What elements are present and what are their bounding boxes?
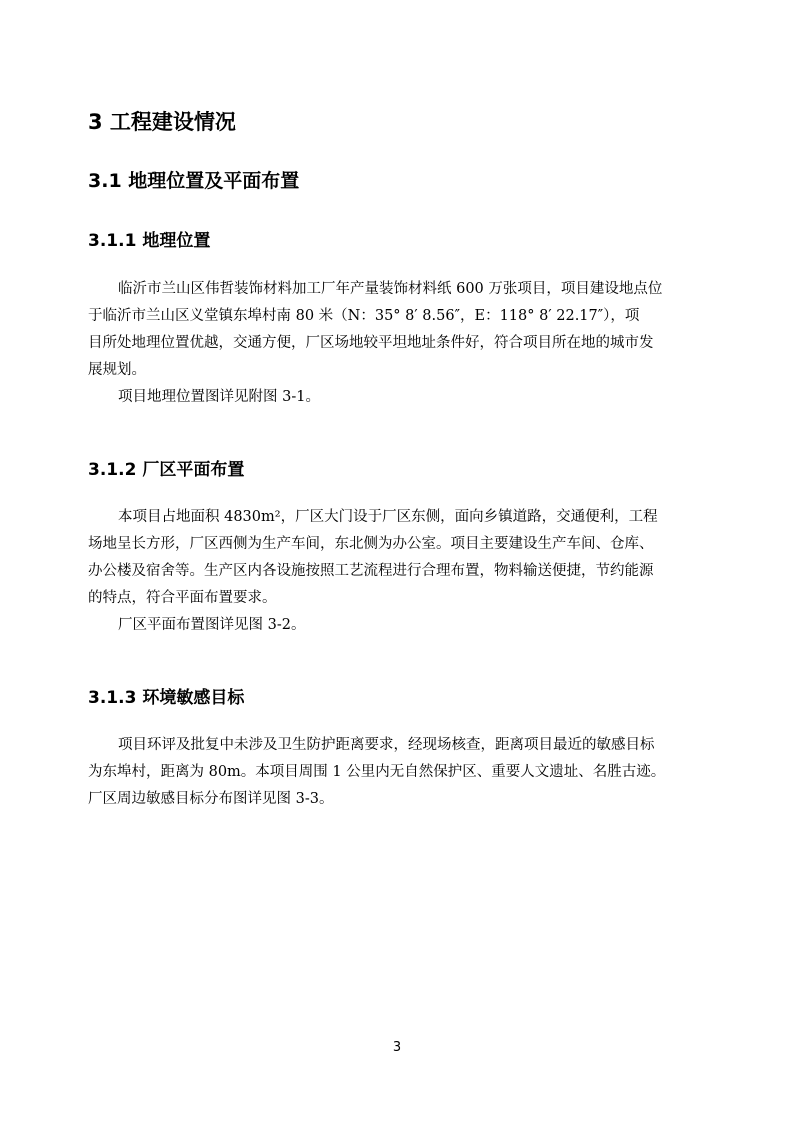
figure-reference: 项目地理位置图详见附图 3-1。	[118, 389, 320, 405]
chapter-heading: 3 工程建设情况	[88, 110, 236, 134]
paragraph-line: 场地呈长方形，厂区西侧为生产车间，东北侧为办公室。项目主要建设生产车间、仓库、	[88, 536, 654, 552]
paragraph-line: 临沂市兰山区伟哲装饰材料加工厂年产量装饰材料纸 600 万张项目，项目建设地点位	[118, 281, 663, 297]
section-heading-3-1: 3.1 地理位置及平面布置	[88, 170, 300, 192]
paragraph-line: 展规划。	[88, 362, 146, 378]
subsection-heading-3-1-2: 3.1.2 厂区平面布置	[88, 460, 245, 480]
paragraph-line: 为东埠村，距离为 80m。本项目周围 1 公里内无自然保护区、重要人文遗址、名胜古迹。	[88, 764, 666, 780]
paragraph-line: 办公楼及宿舍等。生产区内各设施按照工艺流程进行合理布置，物料输送便捷，节约能源	[88, 563, 654, 579]
page-number: 3	[392, 1040, 402, 1055]
figure-reference: 厂区平面布置图详见图 3-2。	[118, 617, 306, 633]
paragraph-line: 的特点，符合平面布置要求。	[88, 590, 277, 606]
paragraph-line: 厂区周边敏感目标分布图详见图 3-3。	[88, 791, 334, 807]
paragraph-line: 目所处地理位置优越，交通方便，厂区场地较平坦地址条件好，符合项目所在地的城市发	[88, 335, 654, 351]
location-paragraph	[88, 276, 706, 411]
paragraph-line: 于临沂市兰山区义堂镇东埠村南 80 米（N：35° 8′ 8.56″，E：118° 8′ 22.17″），项	[88, 308, 640, 324]
layout-paragraph	[88, 504, 706, 639]
paragraph-line: 项目环评及批复中未涉及卫生防护距离要求，经现场核查，距离项目最近的敏感目标	[118, 737, 655, 753]
subsection-heading-3-1-1: 3.1.1 地理位置	[88, 231, 211, 251]
sensitive-targets-paragraph	[88, 732, 706, 813]
subsection-heading-3-1-3: 3.1.3 环境敏感目标	[88, 688, 245, 708]
paragraph-line: 本项目占地面积 4830m²，厂区大门设于厂区东侧，面向乡镇道路，交通便利，工程	[118, 509, 658, 525]
